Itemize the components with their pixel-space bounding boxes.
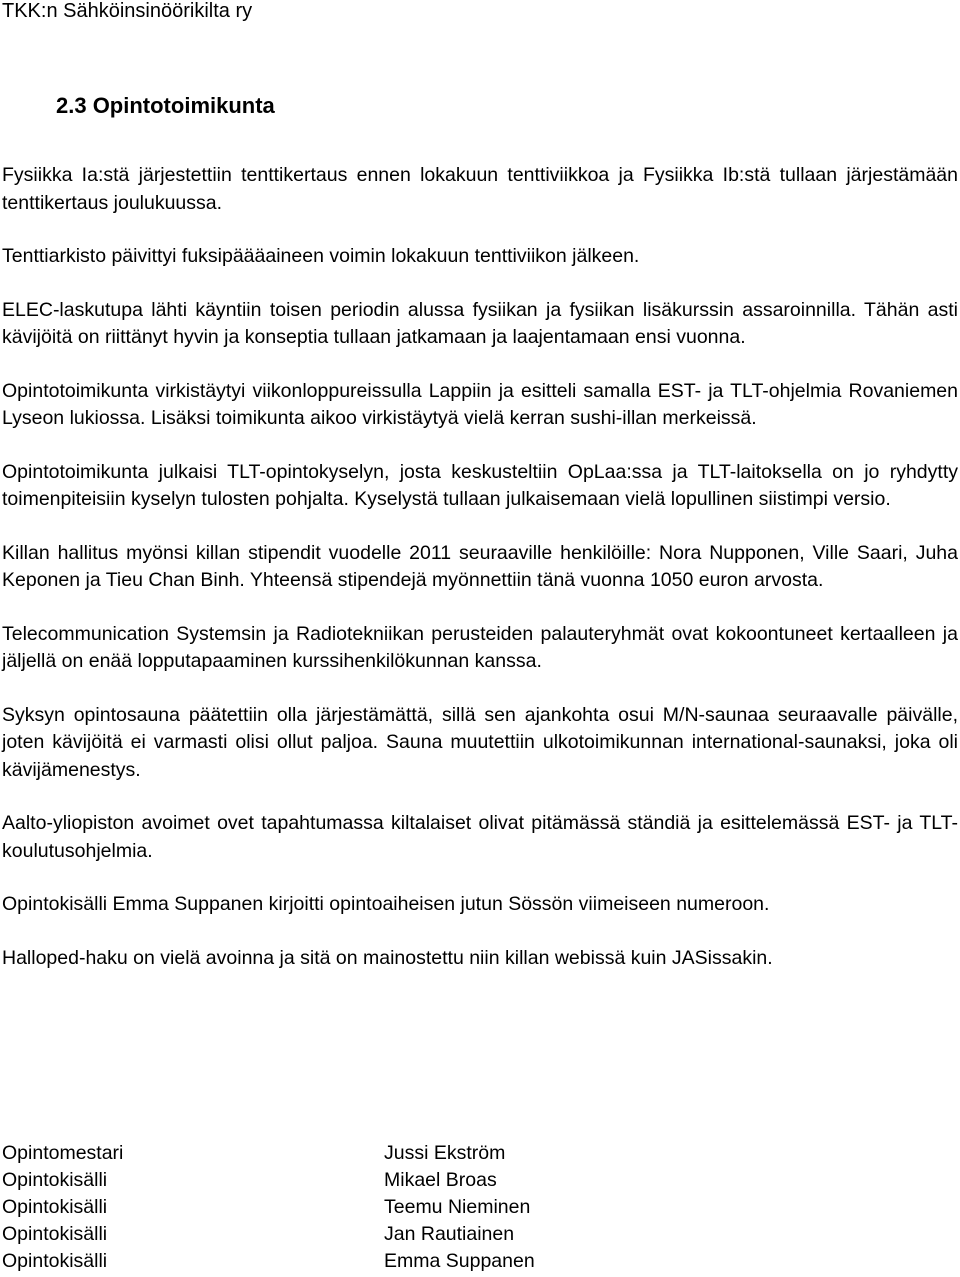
list-item: [2, 1221, 535, 1248]
list-item: [2, 1140, 535, 1167]
member-role: Opintomestari: [2, 1142, 124, 1164]
paragraph-lappi-reissu: Opintotoimikunta virkistäytyi viikonloppureissulla Lappiin ja esitteli samalla EST- ja TLT-ohjelmia Rovaniemen Lyseon lukiossa. Lisäksi toimikunta aikoo virkistäytyä vielä kerran sushi-illan merkeissä.: [2, 379, 958, 429]
member-role: Opintokisälli: [2, 1169, 108, 1191]
paragraph-sosso-juttu: Opintokisälli Emma Suppanen kirjoitti opintoaiheisen jutun Sössön viimeiseen numeroon.: [2, 893, 770, 915]
page-header: TKK:n Sähköinsinöörikilta ry: [2, 0, 253, 22]
paragraph-palauteryhmat: Telecommunication Systemsin ja Radiotekniikan perusteiden palauteryhmät ovat kokoontuneet kertaalleen ja jäljellä on enää lopputapaaminen kurssihenkilökunnan kanssa.: [2, 622, 958, 672]
paragraph-opintosauna: Syksyn opintosauna päätettiin olla järjestämättä, sillä sen ajankohta osui M/N-saunaa seuraavalle päivälle, joten kävijöitä ei varmasti olisi ollut paljoa. Sauna muutettiin ulkotoimikunnan international-saunaksi, joka oli kävijämenestys.: [2, 703, 958, 781]
list-item: [2, 1194, 535, 1221]
paragraph-tlt-kysely: Opintotoimikunta julkaisi TLT-opintokyselyn, josta keskusteltiin OpLaa:ssa ja TLT-laitoksella on jo ryhdytty toimenpiteisiin kyselyn tulosten pohjalta. Kyselystä tullaan julkaisemaan vielä lopullinen siistimpi versio.: [2, 460, 958, 510]
member-name: Mikael Broas: [384, 1169, 497, 1191]
paragraph-fysiikka-kertaus: Fysiikka Ia:stä järjestettiin tenttikertaus ennen lokakuun tenttiviikkoa ja Fysiikka Ib:stä tullaan järjestämään tenttikertaus joulukuussa.: [2, 164, 958, 214]
section-title: 2.3 Opintotoimikunta: [56, 93, 275, 118]
paragraph-stipendit: Killan hallitus myönsi killan stipendit vuodelle 2011 seuraaville henkilöille: Nora Nupponen, Ville Saari, Juha Keponen ja Tieu Chan Binh. Yhteensä stipendejä myönnettiin tänä vuonna 1050 euron arvosta.: [2, 541, 958, 591]
paragraph-elec-laskutupa: ELEC-laskutupa lähti käyntiin toisen periodin alussa fysiikan ja fysiikan lisäkurssin assaroinnilla. Tähän asti kävijöitä on riittänyt hyvin ja konseptia tullaan jatkamaan ja laajentamaan ensi vuonna.: [2, 298, 958, 348]
paragraph-halloped-haku: Halloped-haku on vielä avoinna ja sitä on mainostettu niin killan webissä kuin JASissakin.: [2, 946, 773, 969]
list-item: [2, 1248, 535, 1275]
member-name: Teemu Nieminen: [384, 1196, 531, 1218]
member-name: Jan Rautiainen: [384, 1223, 515, 1245]
paragraph-tenttiarkisto: Tenttiarkisto päivittyi fuksipäääaineen voimin lokakuun tenttiviikon jälkeen.: [2, 245, 640, 267]
body-text: [2, 162, 958, 998]
committee-members-list: [2, 1140, 535, 1275]
paragraph-avoimet-ovet: Aalto-yliopiston avoimet ovet tapahtumassa kiltalaiset olivat pitämässä ständiä ja esittelemässä EST- ja TLT-koulutusohjelmia.: [2, 812, 958, 862]
member-name: Emma Suppanen: [384, 1250, 535, 1272]
member-role: Opintokisälli: [2, 1223, 108, 1245]
list-item: [2, 1167, 535, 1194]
member-name: Jussi Ekström: [384, 1142, 506, 1164]
member-role: Opintokisälli: [2, 1196, 108, 1218]
member-role: Opintokisälli: [2, 1250, 108, 1272]
